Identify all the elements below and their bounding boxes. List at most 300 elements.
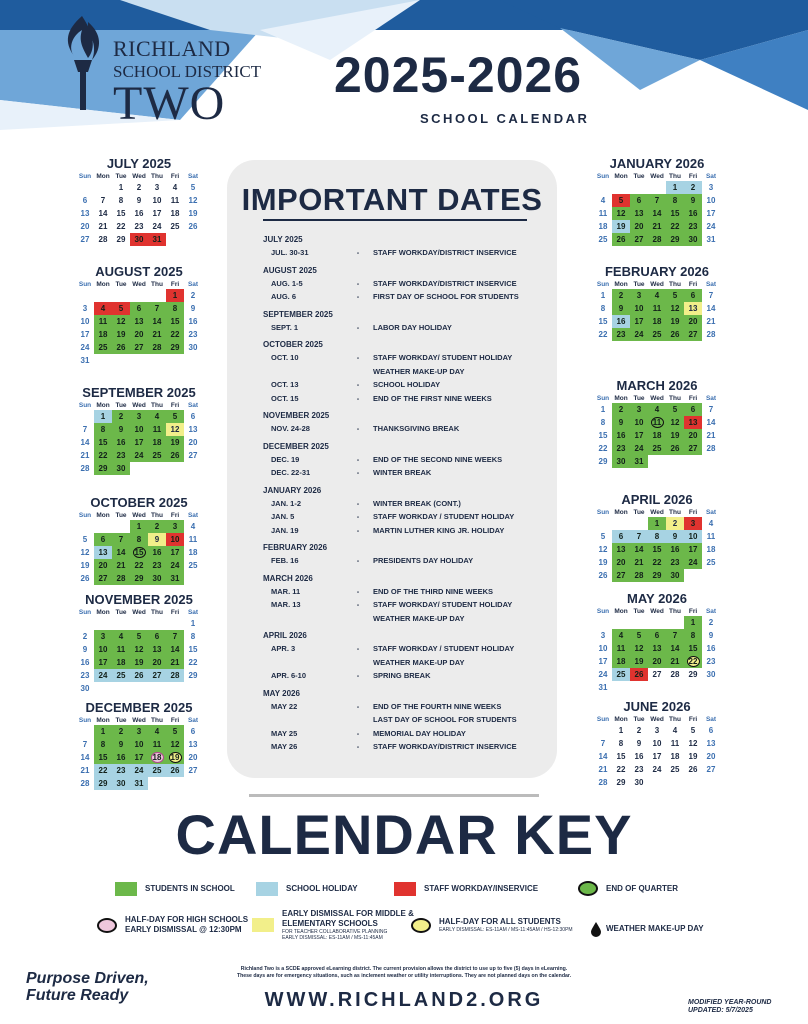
day-cell: 9 — [612, 302, 630, 315]
weekday-label: Thu — [669, 281, 681, 288]
day-cell: 27 — [94, 572, 112, 585]
key-label: EARLY DISMISSAL FOR MIDDLE & — [282, 909, 414, 918]
day-cell: 20 — [80, 222, 90, 231]
weekday-label: Thu — [669, 509, 681, 516]
day-cell: 22 — [666, 220, 684, 233]
weekday-header — [76, 608, 202, 617]
empty-cell — [94, 520, 112, 533]
day-cell: 23 — [112, 449, 130, 462]
day-grid — [594, 616, 720, 694]
month-title: MAY 2026 — [627, 591, 687, 606]
weekday-header — [594, 280, 720, 289]
day-cell: 26 — [188, 222, 198, 231]
day-cell: 26 — [666, 442, 684, 455]
day-cell: 31 — [130, 777, 148, 790]
day-cell: 29 — [598, 457, 608, 466]
day-cell: 4 — [600, 196, 606, 205]
day-cell: 2 — [612, 403, 630, 416]
day-cell: 6 — [684, 403, 702, 416]
day-cell: 16 — [706, 644, 716, 653]
day-cell: 16 — [634, 752, 644, 761]
day-cell: 15 — [598, 431, 608, 440]
day-cell: 21 — [666, 655, 684, 668]
day-cell: 9 — [190, 304, 196, 313]
day-cell: 5 — [600, 532, 606, 541]
day-cell: 28 — [166, 669, 184, 682]
empty-cell — [76, 617, 94, 630]
day-cell: 20 — [706, 752, 716, 761]
day-cell: 15 — [94, 436, 112, 449]
weekday-label: Sun — [596, 281, 610, 288]
important-description: STAFF WORKDAY/DISTRICT INSERVICE — [373, 278, 517, 288]
weekday-label: Thu — [151, 173, 163, 180]
important-date-row — [263, 422, 555, 436]
key-sublabel: EARLY DISMISSAL: ES-11AM / MS-11:45AM / HS-12:30PM — [439, 927, 573, 933]
day-cell: 27 — [612, 569, 630, 582]
day-cell: 29 — [616, 778, 626, 787]
day-cell: 18 — [706, 545, 716, 554]
day-cell: 9 — [708, 631, 714, 640]
day-cell: 18 — [148, 751, 166, 764]
day-cell: 14 — [630, 543, 648, 556]
day-cell: 17 — [80, 330, 90, 339]
day-cell: 13 — [80, 209, 90, 218]
day-cell: 23 — [706, 657, 716, 666]
day-cell: 15 — [616, 752, 626, 761]
weekday-label: Wed — [650, 716, 664, 723]
day-cell: 28 — [112, 572, 130, 585]
weekday-label: Mon — [614, 716, 628, 723]
day-cell: 19 — [112, 328, 130, 341]
weekday-label: Sun — [596, 173, 610, 180]
day-cell: 19 — [666, 315, 684, 328]
day-cell: 30 — [188, 343, 198, 352]
day-cell: 1 — [618, 726, 624, 735]
weekday-header — [594, 394, 720, 403]
day-cell: 31 — [148, 233, 166, 246]
day-grid — [76, 617, 202, 695]
day-cell: 24 — [598, 670, 608, 679]
important-description: MEMORIAL DAY HOLIDAY — [373, 728, 466, 738]
important-description: WEATHER MAKE-UP DAY — [373, 366, 465, 376]
important-dash: - — [356, 742, 360, 751]
important-description: STAFF WORKDAY / STUDENT HOLIDAY — [373, 512, 515, 521]
important-date: MAY 26 — [271, 742, 298, 751]
logo-text-school-district: SCHOOL DISTRICT — [113, 62, 262, 81]
important-month-heading: MAY 2026 — [263, 688, 300, 698]
day-cell: 27 — [188, 451, 198, 460]
day-cell: 28 — [98, 235, 108, 244]
day-cell: 30 — [634, 778, 644, 787]
day-cell: 23 — [634, 765, 644, 774]
weekday-label: Thu — [151, 609, 163, 616]
empty-cell — [76, 289, 94, 302]
day-cell: 21 — [112, 559, 130, 572]
important-date-row — [263, 351, 555, 365]
modified-line-1: MODIFIED YEAR-ROUND — [688, 999, 772, 1006]
day-grid — [594, 289, 720, 341]
day-cell: 18 — [648, 315, 666, 328]
day-cell: 25 — [598, 235, 608, 244]
day-cell: 7 — [148, 302, 166, 315]
day-cell: 12 — [80, 548, 90, 557]
day-cell: 19 — [166, 751, 184, 764]
day-cell: 21 — [630, 556, 648, 569]
day-cell: 14 — [666, 642, 684, 655]
important-date-row — [263, 321, 555, 335]
day-cell: 16 — [80, 658, 90, 667]
day-cell: 17 — [94, 656, 112, 669]
day-cell: 17 — [630, 429, 648, 442]
day-cell: 10 — [652, 739, 662, 748]
important-description: LABOR DAY HOLIDAY — [373, 322, 452, 332]
day-cell: 30 — [130, 233, 148, 246]
day-cell: 6 — [148, 630, 166, 643]
day-cell: 8 — [190, 632, 196, 641]
important-month-heading: MARCH 2026 — [263, 573, 313, 583]
day-cell: 20 — [630, 220, 648, 233]
day-grid — [76, 410, 202, 475]
important-description: WEATHER MAKE-UP DAY — [373, 613, 465, 623]
day-cell: 26 — [688, 765, 698, 774]
day-cell: 11 — [94, 315, 112, 328]
day-cell: 22 — [598, 330, 608, 339]
day-cell: 27 — [130, 341, 148, 354]
day-cell: 24 — [706, 222, 716, 231]
day-cell: 3 — [654, 726, 660, 735]
weekday-label: Wed — [132, 717, 146, 724]
key-end-of-quarter — [578, 881, 678, 896]
day-cell: 1 — [684, 616, 702, 629]
day-cell: 14 — [706, 418, 716, 427]
day-cell: 7 — [600, 739, 606, 748]
important-month-heading: SEPTEMBER 2025 — [263, 309, 333, 319]
key-label: END OF QUARTER — [606, 883, 678, 893]
important-date-row — [263, 642, 555, 656]
day-cell: 27 — [630, 233, 648, 246]
day-cell: 13 — [630, 207, 648, 220]
day-cell: 10 — [166, 533, 184, 546]
important-description: STAFF WORKDAY/ STUDENT HOLIDAY — [373, 600, 513, 609]
day-cell: 21 — [166, 656, 184, 669]
day-cell: 21 — [706, 317, 716, 326]
empty-cell — [112, 617, 130, 630]
day-cell: 4 — [190, 522, 196, 531]
day-cell: 12 — [166, 423, 184, 436]
weekday-label: Fri — [170, 717, 180, 724]
important-date: AUG. 1-5 — [271, 278, 303, 288]
day-cell: 26 — [612, 233, 630, 246]
day-cell: 15 — [666, 207, 684, 220]
day-cell: 27 — [684, 442, 702, 455]
day-cell: 17 — [130, 436, 148, 449]
day-cell: 24 — [94, 669, 112, 682]
day-cell: 16 — [148, 546, 166, 559]
important-dash: - — [356, 278, 360, 288]
important-description: WINTER BREAK (CONT.) — [373, 498, 461, 508]
day-cell: 16 — [134, 209, 144, 218]
important-date-row — [263, 453, 555, 467]
month-september-2025 — [76, 385, 202, 475]
weekday-label: Sat — [187, 512, 199, 519]
day-cell: 4 — [708, 519, 714, 528]
day-cell: 18 — [148, 436, 166, 449]
day-cell: 30 — [80, 684, 90, 693]
month-january-2026 — [594, 156, 720, 246]
key-label: STUDENTS IN SCHOOL — [145, 884, 235, 893]
day-cell: 16 — [684, 207, 702, 220]
day-cell: 14 — [98, 209, 108, 218]
district-logo[interactable] — [58, 12, 262, 130]
important-month-heading: DECEMBER 2025 — [263, 441, 329, 451]
day-cell: 11 — [706, 532, 716, 541]
day-cell: 28 — [80, 464, 90, 473]
day-cell: 10 — [94, 643, 112, 656]
day-cell: 30 — [684, 233, 702, 246]
weekday-label: Mon — [614, 281, 628, 288]
day-cell: 24 — [80, 343, 90, 352]
month-title: AUGUST 2025 — [95, 264, 183, 279]
day-grid — [594, 724, 720, 789]
day-cell: 23 — [684, 220, 702, 233]
section-divider — [249, 794, 539, 797]
day-cell: 8 — [94, 738, 112, 751]
key-early-dismissal — [252, 909, 414, 941]
important-description: LAST DAY OF SCHOOL FOR STUDENTS — [373, 715, 517, 724]
day-cell: 14 — [166, 643, 184, 656]
day-cell: 20 — [188, 753, 198, 762]
weekday-label: Sat — [187, 402, 199, 409]
day-cell: 10 — [598, 644, 608, 653]
empty-cell — [130, 617, 148, 630]
empty-cell — [666, 616, 684, 629]
important-dash: - — [356, 424, 360, 433]
day-cell: 27 — [706, 765, 716, 774]
day-cell: 10 — [684, 530, 702, 543]
empty-cell — [112, 520, 130, 533]
important-dates-panel — [227, 160, 557, 778]
month-title: DECEMBER 2025 — [85, 700, 193, 715]
day-cell: 12 — [188, 196, 198, 205]
day-cell: 19 — [166, 436, 184, 449]
weekday-label: Sun — [78, 281, 92, 288]
day-cell: 7 — [82, 740, 88, 749]
important-dash: - — [356, 454, 360, 464]
day-cell: 12 — [666, 302, 684, 315]
day-cell: 20 — [94, 559, 112, 572]
day-cell: 22 — [648, 556, 666, 569]
day-cell: 4 — [94, 302, 112, 315]
weekday-label: Sat — [705, 608, 717, 615]
day-cell: 14 — [148, 315, 166, 328]
important-date-row — [263, 497, 555, 511]
day-cell: 5 — [666, 289, 684, 302]
empty-cell — [94, 289, 112, 302]
day-cell: 21 — [706, 431, 716, 440]
day-cell: 9 — [82, 645, 88, 654]
day-cell: 6 — [190, 727, 196, 736]
day-cell: 5 — [630, 629, 648, 642]
day-cell: 2 — [708, 618, 714, 627]
important-date-row — [263, 713, 555, 727]
modified-note — [688, 999, 771, 1015]
day-cell: 15 — [684, 642, 702, 655]
important-dash — [343, 713, 373, 727]
day-cell: 11 — [148, 423, 166, 436]
important-dash: - — [356, 556, 360, 565]
day-cell: 29 — [94, 777, 112, 790]
day-cell: 23 — [80, 671, 90, 680]
note-line-2: These days are for emergency situations, such as inclement weather or utility interruptions. They are not planned days on the calendar. — [236, 973, 572, 979]
important-dash: - — [356, 498, 360, 508]
day-cell: 2 — [636, 726, 642, 735]
empty-cell — [594, 181, 612, 194]
day-cell: 3 — [708, 183, 714, 192]
day-cell: 8 — [600, 418, 606, 427]
weekday-label: Fri — [170, 609, 180, 616]
weekday-header — [594, 607, 720, 616]
day-cell: 18 — [94, 328, 112, 341]
key-label: EARLY DISMISSAL @ 12:30PM — [125, 925, 242, 934]
important-dash — [343, 612, 373, 626]
month-title: APRIL 2026 — [621, 492, 693, 507]
day-cell: 29 — [666, 233, 684, 246]
month-july-2025 — [76, 156, 202, 246]
weekday-label: Fri — [688, 395, 698, 402]
weekday-label: Fri — [170, 402, 180, 409]
day-cell: 16 — [612, 315, 630, 328]
important-date: DEC. 19 — [271, 454, 300, 464]
day-cell: 19 — [598, 558, 608, 567]
empty-cell — [612, 517, 630, 530]
day-cell: 29 — [648, 569, 666, 582]
day-cell: 15 — [166, 315, 184, 328]
day-cell: 11 — [648, 416, 666, 429]
important-dates-divider — [263, 219, 527, 221]
empty-cell — [94, 617, 112, 630]
day-cell: 19 — [130, 656, 148, 669]
empty-cell — [94, 181, 112, 194]
important-month-heading: AUGUST 2025 — [263, 265, 317, 275]
day-cell: 15 — [130, 546, 148, 559]
important-date — [263, 612, 343, 626]
important-month-heading: JULY 2025 — [263, 235, 303, 244]
day-cell: 1 — [94, 725, 112, 738]
day-cell: 9 — [148, 533, 166, 546]
day-cell: 30 — [612, 455, 630, 468]
day-cell: 3 — [82, 304, 88, 313]
weekday-label: Mon — [614, 608, 628, 615]
important-date: APR. 3 — [271, 644, 296, 653]
important-date-row — [263, 392, 555, 406]
day-cell: 8 — [600, 304, 606, 313]
weekday-header — [76, 401, 202, 410]
day-cell: 5 — [612, 194, 630, 207]
important-description: END OF THE SECOND NINE WEEKS — [373, 454, 503, 464]
day-cell: 21 — [98, 222, 108, 231]
empty-cell — [166, 617, 184, 630]
day-cell: 6 — [190, 412, 196, 421]
day-cell: 23 — [112, 764, 130, 777]
day-cell: 20 — [188, 438, 198, 447]
day-cell: 20 — [648, 655, 666, 668]
day-cell: 27 — [652, 670, 662, 679]
day-cell: 28 — [630, 569, 648, 582]
day-cell: 10 — [706, 196, 716, 205]
day-cell: 4 — [672, 726, 678, 735]
day-cell: 10 — [152, 196, 162, 205]
day-cell: 16 — [188, 317, 198, 326]
weekday-label: Sun — [596, 395, 610, 402]
day-cell: 18 — [112, 656, 130, 669]
day-cell: 3 — [630, 403, 648, 416]
important-date: OCT. 15 — [271, 393, 299, 403]
key-students-in-school — [115, 882, 235, 896]
day-cell: 29 — [688, 670, 698, 679]
water-drop-icon — [590, 921, 602, 937]
important-dash — [343, 656, 373, 670]
day-cell: 25 — [670, 765, 680, 774]
weekday-label: Fri — [688, 173, 698, 180]
weekday-label: Sun — [596, 509, 610, 516]
day-cell: 28 — [706, 330, 716, 339]
day-grid — [594, 403, 720, 468]
important-dash: - — [356, 468, 360, 477]
day-cell: 14 — [80, 753, 90, 762]
important-date: SEPT. 1 — [271, 322, 299, 332]
purpose-line-1: Purpose Driven, — [26, 970, 149, 987]
day-cell: 8 — [684, 629, 702, 642]
important-description: WEATHER MAKE-UP DAY — [373, 657, 465, 667]
day-cell: 5 — [112, 302, 130, 315]
day-cell: 5 — [166, 725, 184, 738]
weekday-label: Thu — [669, 716, 681, 723]
weekday-label: Thu — [669, 173, 681, 180]
day-cell: 29 — [166, 341, 184, 354]
day-cell: 1 — [648, 517, 666, 530]
weekday-label: Sat — [705, 716, 717, 723]
weekday-label: Mon — [614, 509, 628, 516]
day-cell: 5 — [82, 535, 88, 544]
day-cell: 23 — [148, 559, 166, 572]
weekday-label: Wed — [650, 395, 664, 402]
important-dates-title: IMPORTANT DATES — [241, 182, 543, 217]
important-date-row — [263, 554, 555, 568]
day-cell: 28 — [670, 670, 680, 679]
day-cell: 27 — [148, 669, 166, 682]
important-date-row — [263, 727, 555, 741]
month-november-2025 — [76, 592, 202, 695]
red-swatch — [394, 882, 416, 896]
day-cell: 25 — [648, 328, 666, 341]
day-cell: 6 — [684, 289, 702, 302]
day-cell: 17 — [598, 657, 608, 666]
important-description: PRESIDENTS DAY HOLIDAY — [373, 556, 474, 565]
weekday-header — [594, 172, 720, 181]
day-cell: 3 — [684, 517, 702, 530]
day-cell: 10 — [130, 423, 148, 436]
day-cell: 17 — [166, 546, 184, 559]
important-date: MAR. 13 — [271, 600, 301, 609]
important-date — [263, 365, 343, 379]
important-date: AUG. 6 — [271, 292, 297, 301]
important-dash: - — [356, 393, 360, 403]
logo-text-richland: RICHLAND — [113, 36, 231, 61]
website-link[interactable]: WWW.RICHLAND2.ORG — [264, 989, 544, 1011]
day-cell: 5 — [130, 630, 148, 643]
day-cell: 11 — [148, 738, 166, 751]
important-date: JUL. 30-31 — [271, 248, 309, 257]
